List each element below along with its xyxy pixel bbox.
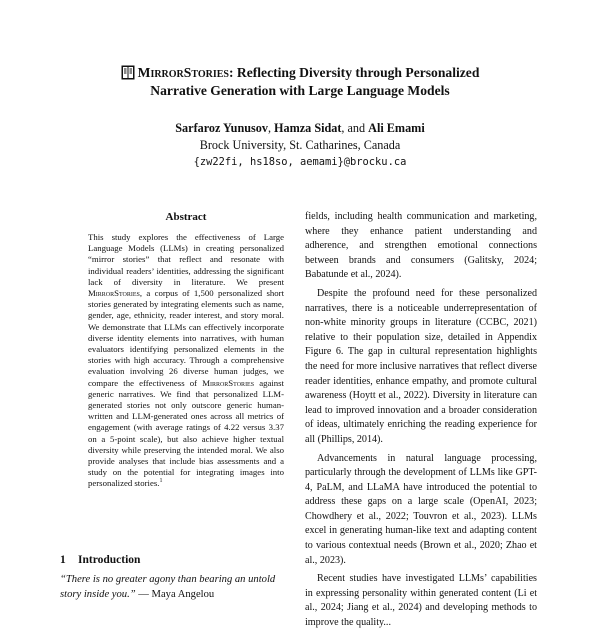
affiliation: Brock University, St. Catharines, Canada [199,138,401,152]
section-title: Introduction [78,554,141,566]
abstract-brand-2: MirrorStories [202,377,255,388]
abstract-part-1: This study explores the effectiveness of Large Language Models (LLMs) in creating personalized “mirror stories” that reflect and resonate with individual readers’ identities, addressing the significant lack of diversity in literature. We present [88,232,284,287]
author-3: Ali Emami [368,121,425,135]
author-separator: , [267,121,275,135]
quote-text: “There is no greater agony than bearing an untold story inside you.” [60,574,276,600]
quote-attribution: — Maya Angelou [135,588,215,600]
body-paragraph-4: Recent studies have investigated LLMs’ capabilities in expressing personality within generated content (Li et al., 2024; Jiang et al., 2024) and developing methods to improve the quality... [305,573,537,629]
title-line1-rest: : Reflecting Diversity through Personalized [228,65,480,80]
author-and: , and [341,121,369,135]
author-2: Hamza Sidat [274,121,342,135]
body-paragraph-1: fields, including health communication and marketing, where they enhance patient understanding and adherence, and strengthen emotional connections between brands and consumers (Galitsky, 2024; Babatunde et al., 2024). [305,211,537,281]
abstract-heading: Abstract [165,211,207,223]
title-line-1 [60,64,540,82]
epigraph-quote [60,573,292,602]
body-paragraph-2: Despite the profound need for these personalized narratives, there is a noticeable underrepresentation of non-white minority groups in literature (CCBC, 2021) relative to their population size, detailed in Appendix Figure 6. The gap in cultural representation highlights the need for more inclusive narratives that reflect diverse reader identities, enhance empathy, and promote cultural awareness (Hoytt et al., 2022). Diversity in literature can lead to improved innovation and a broader consideration of ideas, ultimately enriching the reading experience for all (Phillips, 2014). [305,287,537,445]
author-1: Sarfaroz Yunusov [175,121,268,135]
author-names [100,120,500,137]
paper-title [60,64,540,100]
left-column [88,210,284,490]
title-line-2: Narrative Generation with Large Language Models [150,83,450,98]
abstract-part-2: , a corpus of 1,500 personalized short stories generated by integrating elements such as name, gender, age, ethnicity, reader interest, and story moral. We demonstrate that LLMs can effectively incorporate diverse identity elements into narratives, with human evaluators identifying personalized elements in the stories with high accuracy. Through a comprehensive evaluation involving 26 diverse human judges, we compare the effectiveness of [88,288,284,388]
book-mirror-icon [121,65,135,80]
section-number: 1 [60,554,66,566]
title-brand: MirrorStories [137,65,229,80]
author-emails: {zw22fi, hs18so, aemami}@brocku.ca [193,156,407,168]
abstract-part-3: against generic narratives. We find that personalized LLM-generated stories not only outscore generic human-written and LLM-generated ones across all metrics of engagement (with average ratings of 4.22 versus 3.37 on a 5-point scale), but also achieve higher textual diversity while preserving the intended moral. We also provide analyses that include bias assessments and a study on the potential for integrating images into personalized stories. [88,377,284,489]
body-paragraph-3: Advancements in natural language processing, particularly through the development of LLMs like GPT-4, PaLM, and LLaMA have introduced the potential to address these gaps on a large scale (OpenAI, 2023; Chowdhery et al., 2022; Touvron et al., 2023). LLMs excel in generating human-like text and adapting content to various contextual needs (Brown et al., 2020; Zhao et al., 2023). [305,452,537,566]
abstract-text [88,232,284,490]
abstract-brand-1: MirrorStories [88,288,140,299]
right-column [305,210,537,631]
footnote-mark[interactable]: 1 [159,478,163,485]
authors-block [100,120,500,171]
section-heading-introduction [60,554,140,566]
